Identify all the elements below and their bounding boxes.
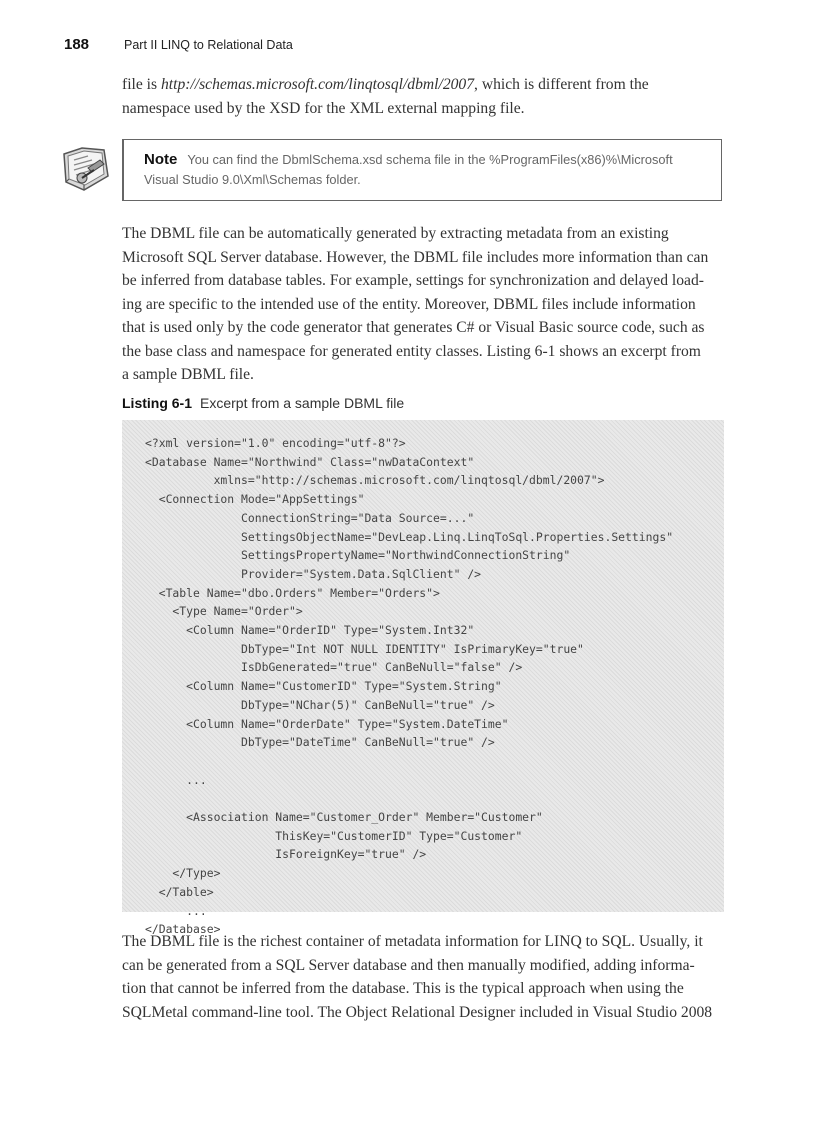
code-listing <box>122 420 724 937</box>
code-line: </Table> <box>145 884 214 899</box>
code-line: ... <box>145 772 207 787</box>
note-line-2: Visual Studio 9.0\Xml\Schemas folder. <box>144 172 361 187</box>
paragraph3-line: SQLMetal command-line tool. The Object Relational Designer included in Visual Studio 2008 <box>122 1003 713 1021</box>
code-line: <Association Name="Customer_Order" Member="Customer" <box>145 810 543 825</box>
code-line: IsDbGenerated="true" CanBeNull="false" /> <box>145 660 523 675</box>
intro-paragraph <box>122 73 726 120</box>
code-line: <?xml version="1.0" encoding="utf-8"?> <box>145 436 406 450</box>
paragraph2-line: the base class and namespace for generated entity classes. Listing 6-1 shows an excerpt from <box>122 342 701 360</box>
note-text <box>144 150 710 190</box>
code-line: ThisKey="CustomerID" Type="Customer" <box>145 828 523 843</box>
code-line: SettingsPropertyName="NorthwindConnectionString" <box>145 548 571 563</box>
code-line: <Column Name="OrderDate" Type="System.DateTime" <box>145 716 509 731</box>
code-line: IsForeignKey="true" /> <box>145 847 427 862</box>
intro-line-2: namespace used by the XSD for the XML external mapping file. <box>122 99 525 117</box>
paragraph2-line: be inferred from database tables. For example, settings for synchronization and delayed load- <box>122 272 704 289</box>
code-line: <Table Name="dbo.Orders" Member="Orders"> <box>145 585 440 600</box>
page-number: 188 <box>64 36 90 53</box>
paragraph2-line: that is used only by the code generator that generates C# or Visual Basic source code, such as <box>122 319 705 336</box>
code-line: DbType="NChar(5)" CanBeNull="true" /> <box>145 697 495 712</box>
code-line: SettingsObjectName="DevLeap.Linq.LinqToSql.Properties.Settings" <box>145 529 674 544</box>
code-line: ConnectionString="Data Source=..." <box>145 510 475 525</box>
dbml-namespace-url: http://schemas.microsoft.com/linqtosql/dbml/2007 <box>160 76 475 93</box>
paragraph3-line: The DBML file is the richest container of metadata information for LINQ to SQL. Usually, it <box>122 933 703 950</box>
code-line: <Database Name="Northwind" Class="nwDataContext" <box>145 454 475 469</box>
paragraph2-line: ing are specific to the intended use of the entity. Moreover, DBML files include information <box>122 295 696 313</box>
listing-caption <box>122 395 404 411</box>
body-paragraph-dbml-generation <box>122 222 726 387</box>
paragraph2-line: a sample DBML file. <box>122 366 254 383</box>
code-line: DbType="DateTime" CanBeNull="true" /> <box>145 735 495 750</box>
note-label: Note <box>144 151 178 168</box>
code-line: <Column Name="OrderID" Type="System.Int32" <box>145 623 475 638</box>
code-line: <Type Name="Order"> <box>145 604 303 619</box>
listing-title: Excerpt from a sample DBML file <box>200 395 405 411</box>
code-line: </Type> <box>145 866 221 881</box>
code-line: ... <box>145 903 207 918</box>
page-header <box>64 36 764 58</box>
note-line-1: You can find the DbmlSchema.xsd schema file in the %ProgramFiles(x86)%\Microsoft <box>187 152 673 167</box>
paragraph3-line: tion that cannot be inferred from the database. This is the typical approach when using the <box>122 980 684 997</box>
running-head: Part II LINQ to Relational Data <box>124 38 293 52</box>
code-line: xmlns="http://schemas.microsoft.com/linqtosql/dbml/2007"> <box>145 473 605 488</box>
code-line: <Connection Mode="AppSettings" <box>145 492 365 507</box>
note-icon <box>58 138 114 194</box>
code-line: </Database> <box>145 922 221 937</box>
paragraph3-line: can be generated from a SQL Server database and then manually modified, adding informa- <box>122 956 695 974</box>
code-line: <Column Name="CustomerID" Type="System.String" <box>145 679 502 694</box>
code-line: Provider="System.Data.SqlClient" /> <box>145 566 482 581</box>
paragraph2-line: The DBML file can be automatically generated by extracting metadata from an existing <box>122 225 669 242</box>
body-paragraph-dbml-container <box>122 930 726 1024</box>
code-block <box>145 434 673 939</box>
listing-number: Listing 6-1 <box>122 395 193 411</box>
code-line: DbType="Int NOT NULL IDENTITY" IsPrimaryKey="true" <box>145 641 584 656</box>
note-box <box>122 139 722 201</box>
paragraph2-line: Microsoft SQL Server database. However, the DBML file includes more information than can <box>122 248 709 266</box>
intro-line-1: file is http://schemas.microsoft.com/linqtosql/dbml/2007, which is different from the <box>122 76 649 93</box>
